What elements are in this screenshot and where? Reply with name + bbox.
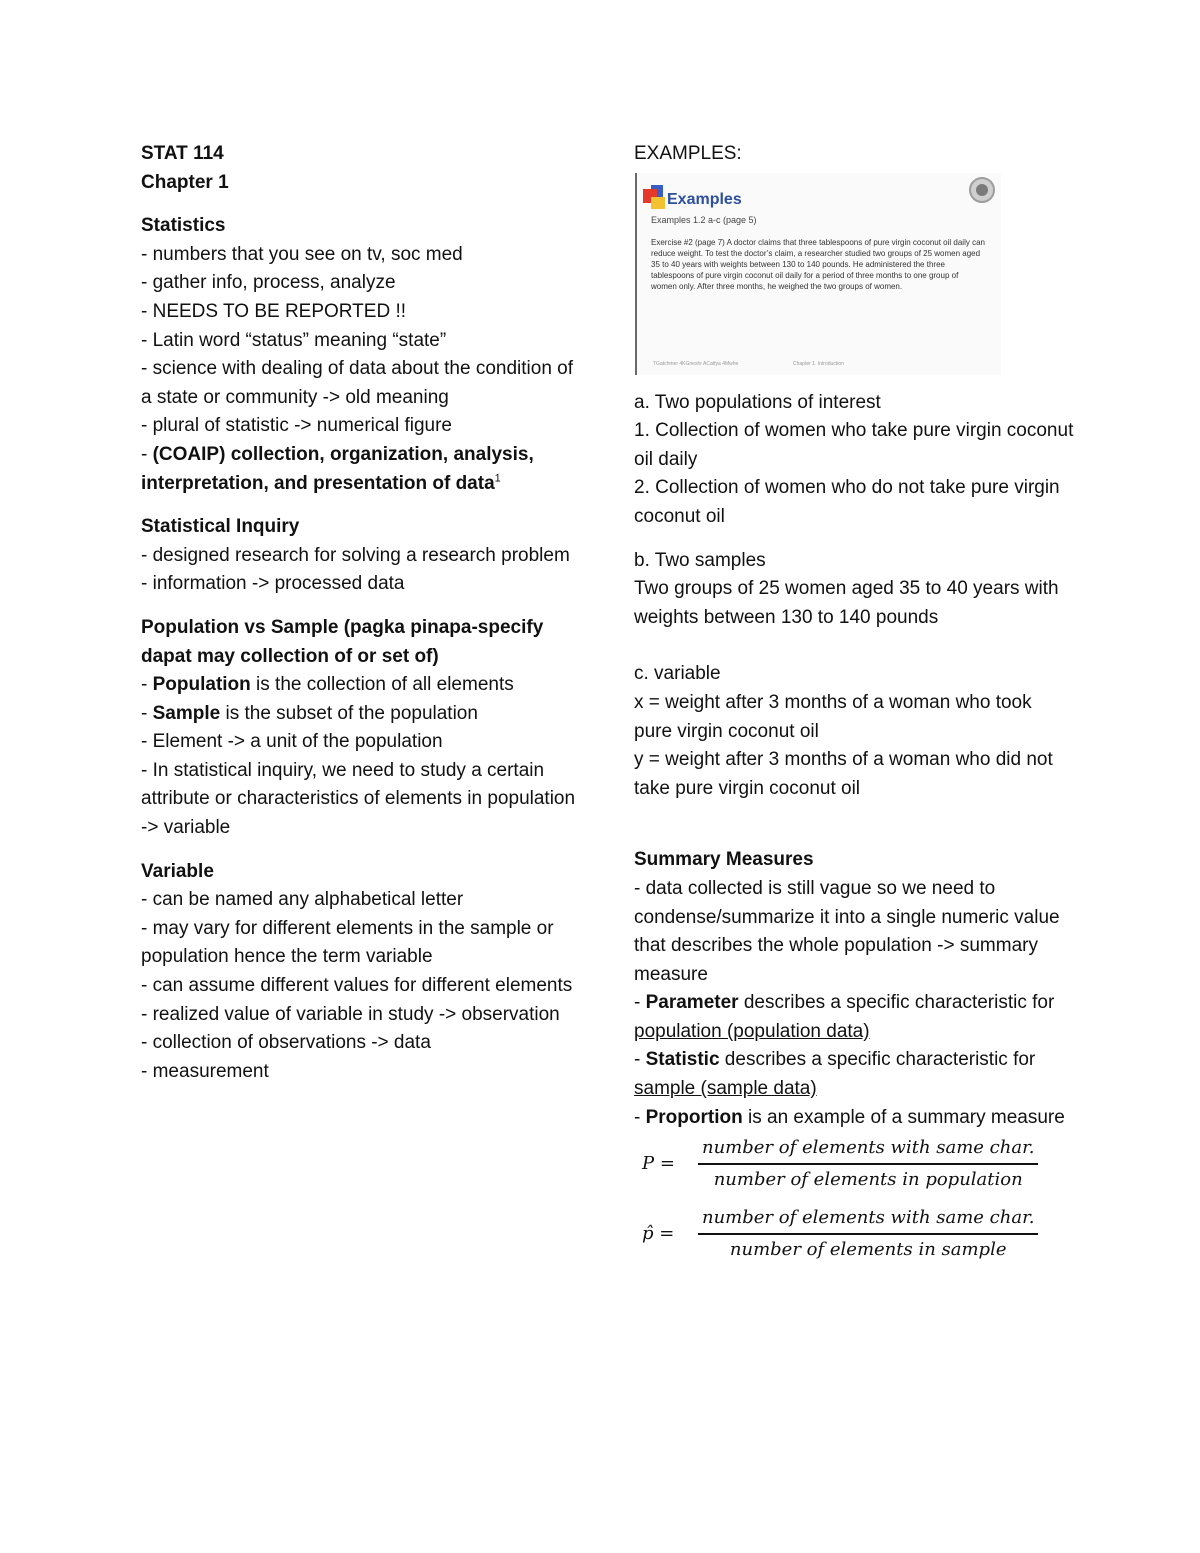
slide-subtitle: Examples 1.2 a-c (page 5) — [651, 214, 757, 225]
sample-term: Sample — [152, 702, 221, 724]
proportion-definition: is an example of a summary measure — [742, 1106, 1065, 1128]
proportion-dash: - — [634, 1106, 646, 1128]
left-column — [141, 140, 581, 1086]
statistics-item: - Latin word “status” meaning “state” — [141, 329, 447, 351]
sample-definition: is the subset of the population — [220, 702, 478, 724]
part-b-heading: b. Two samples — [634, 549, 766, 571]
statistic-item — [634, 1046, 1074, 1103]
formula-denominator: number of elements in population — [713, 1169, 1023, 1191]
statistics-item: - gather info, process, analyze — [141, 272, 396, 294]
statistic-definition: describes a specific characteristic for — [719, 1049, 1036, 1071]
population-term: Population — [152, 674, 251, 696]
formula-fraction — [698, 1136, 1038, 1192]
slide-seal-icon — [969, 177, 995, 203]
proportion-item — [634, 1104, 1074, 1133]
formula-denominator: number of elements in sample — [729, 1239, 1007, 1261]
slide-body: Exercise #2 (page 7) A doctor claims that three tablespoons of pure virgin coconut oil daily can reduce weight. To test the doctor’s claim, a researcher studied two groups of 25 women aged 35 to 40 years with weights between 130 to 140 pounds. He administered the three tablespoons of pure virgin coconut oil daily for a period of three months to one group of women only. After three months, he weighed the two groups of women. — [651, 237, 985, 291]
sample-dash: - — [141, 702, 153, 724]
slide-footer-left: TGatchmer 4KGrieshr ACattya 4Mwhe — [653, 360, 739, 367]
variable-item: - may vary for different elements in the sample or population hence the term variable — [141, 917, 554, 968]
formula-lhs: P = — [642, 1152, 675, 1174]
parameter-item — [634, 989, 1074, 1046]
population-item: - In statistical inquiry, we need to study a certain attribute or characteristics of elements in population -> variable — [141, 759, 576, 839]
population-item: - Element -> a unit of the population — [141, 731, 443, 753]
statistics-item: - numbers that you see on tv, soc med — [141, 243, 463, 265]
formula-fraction — [698, 1206, 1038, 1262]
statistic-dash: - — [634, 1049, 646, 1071]
population-heading: Population vs Sample (pagka pinapa-specify dapat may collection of or set of) — [141, 616, 544, 667]
formula-numerator: number of elements with same char. — [698, 1136, 1038, 1165]
statistics-coaip-item — [141, 441, 581, 498]
parameter-term: Parameter — [645, 992, 739, 1014]
statistics-item: - NEEDS TO BE REPORTED !! — [141, 300, 407, 322]
variable-item: - collection of observations -> data — [141, 1032, 431, 1054]
inquiry-heading: Statistical Inquiry — [141, 516, 300, 538]
right-column — [634, 140, 1074, 1262]
variable-item: - can assume different values for different elements — [141, 975, 573, 997]
proportion-term: Proportion — [645, 1106, 743, 1128]
slide-logo-icon — [643, 185, 665, 209]
part-a-heading: a. Two populations of interest — [634, 391, 881, 413]
variable-item: - realized value of variable in study -> observation — [141, 1003, 560, 1025]
variable-heading: Variable — [141, 860, 214, 882]
slide-footer-right: Chapter 1. Introduction — [793, 360, 844, 367]
statistic-term: Statistic — [645, 1049, 720, 1071]
part-c-item: x = weight after 3 months of a woman who took pure virgin coconut oil — [634, 691, 1032, 742]
part-c-heading: c. variable — [634, 663, 721, 685]
part-c-item: y = weight after 3 months of a woman who did not take pure virgin coconut oil — [634, 749, 1053, 799]
variable-item: - measurement — [141, 1060, 269, 1082]
course-code: STAT 114 — [141, 143, 224, 164]
population-dash: - — [141, 674, 153, 696]
footnote-marker: 1 — [494, 472, 501, 485]
statistic-underlined: sample (sample data) — [634, 1078, 817, 1100]
chapter-title: Chapter 1 — [141, 171, 229, 193]
statistics-item: - science with dealing of data about the condition of a state or community -> old meaning — [141, 358, 574, 408]
summary-heading: Summary Measures — [634, 849, 814, 871]
examples-label: EXAMPLES: — [634, 143, 742, 164]
population-definition: is the collection of all elements — [250, 674, 514, 696]
statistics-item: - plural of statistic -> numerical figure — [141, 415, 452, 437]
parameter-underlined: population (population data) — [634, 1020, 870, 1042]
slide-title: Examples — [667, 190, 742, 208]
example-slide-image — [635, 173, 1001, 375]
summary-intro: - data collected is still vague so we need to condense/summarize it into a single numeric value that describes the whole population -> summary measure — [634, 877, 1060, 985]
statistics-heading: Statistics — [141, 215, 226, 237]
part-b-item: Two groups of 25 women aged 35 to 40 years with weights between 130 to 140 pounds — [634, 578, 1059, 628]
formula-numerator: number of elements with same char. — [698, 1206, 1038, 1235]
inquiry-item: - designed research for solving a research problem — [141, 544, 570, 566]
parameter-definition: describes a specific characteristic for — [738, 992, 1055, 1014]
inquiry-item: - information -> processed data — [141, 573, 405, 595]
variable-item: - can be named any alphabetical letter — [141, 889, 464, 911]
population-item — [141, 671, 581, 700]
formula-lhs: p̂ = — [642, 1222, 675, 1244]
part-a-item: 2. Collection of women who do not take pure virgin coconut oil — [634, 477, 1060, 527]
part-a-item: 1. Collection of women who take pure virgin coconut oil daily — [634, 420, 1074, 470]
population-proportion-formula — [634, 1136, 1074, 1192]
sample-item — [141, 700, 581, 729]
sample-proportion-formula — [634, 1206, 1074, 1262]
coaip-text: (COAIP) collection, organization, analysis, interpretation, and presentation of data — [141, 443, 534, 494]
parameter-dash: - — [634, 992, 646, 1014]
coaip-dash: - — [141, 443, 153, 465]
